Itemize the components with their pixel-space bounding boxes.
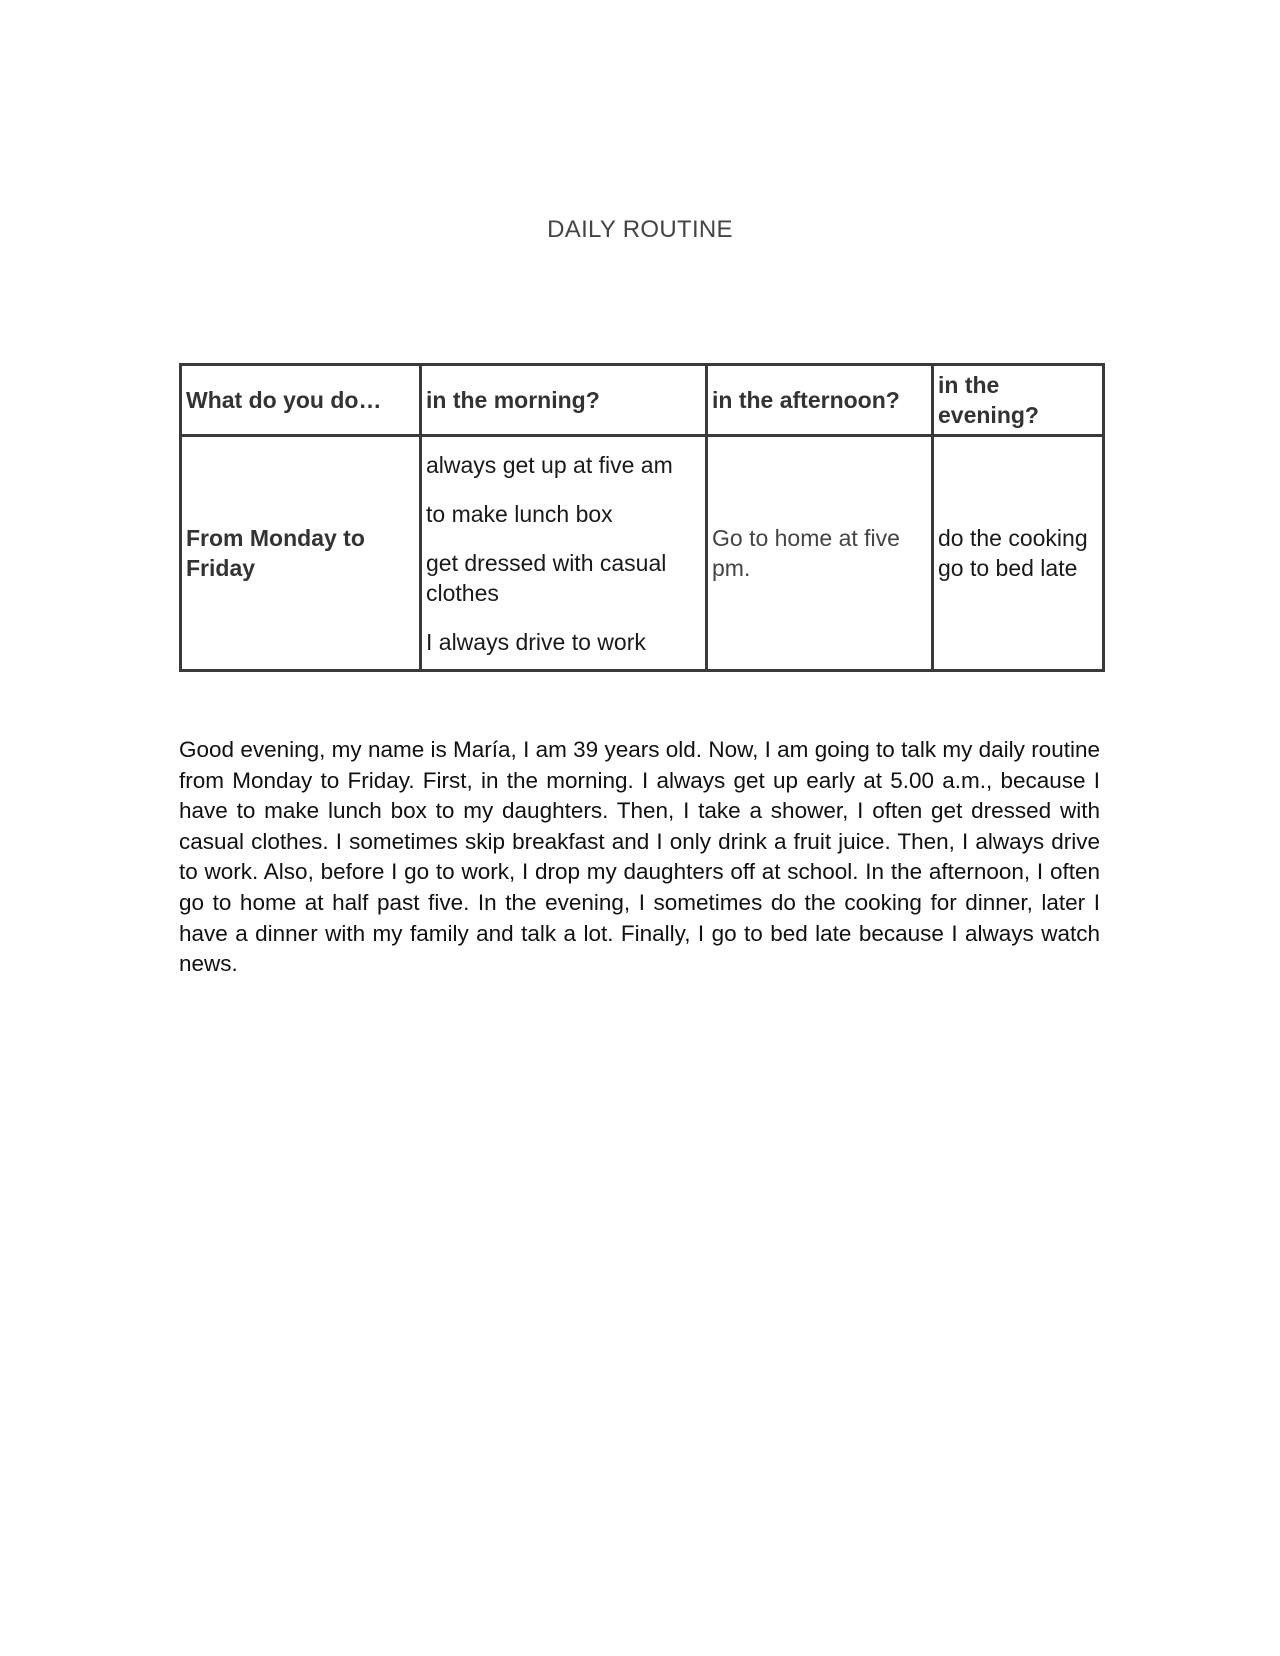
header-evening: in the evening? <box>933 365 1104 436</box>
morning-item: always get up at five am <box>426 451 673 478</box>
page-title: DAILY ROUTINE <box>547 216 733 243</box>
evening-item: do the cooking <box>938 525 1088 551</box>
header-morning: in the morning? <box>421 365 707 436</box>
row-label-monday-to-friday: From Monday to Friday <box>181 436 421 671</box>
morning-item: to make lunch box <box>426 500 613 527</box>
evening-cell <box>933 436 1104 671</box>
afternoon-cell <box>707 436 933 671</box>
morning-cell <box>421 436 707 671</box>
header-afternoon: in the afternoon? <box>707 365 933 436</box>
evening-item: go to bed late <box>938 555 1078 581</box>
table-header-row <box>181 365 1104 436</box>
morning-item: I always drive to work <box>426 628 646 655</box>
header-what-do-you-do: What do you do… <box>181 365 421 436</box>
routine-table <box>179 363 1105 672</box>
afternoon-text: Go to home at five pm. <box>712 525 900 581</box>
routine-paragraph: Good evening, my name is María, I am 39 years old. Now, I am going to talk my daily routine from Monday to Friday. First, in the morning. I always get up early at 5.00 a.m., because I have to make lunch box to my daughters. Then, I take a shower, I often get dressed with casual clothes. I sometimes skip breakfast and I only drink a fruit juice. Then, I always drive to work. Also, before I go to work, I drop my daughters off at school. In the afternoon, I often go to home at half past five. In the evening, I sometimes do the cooking for dinner, later I have a dinner with my family and talk a lot. Finally, I go to bed late because I always watch news. <box>179 737 1100 977</box>
table-row <box>181 436 1104 671</box>
morning-item: get dressed with casual clothes <box>426 549 667 606</box>
